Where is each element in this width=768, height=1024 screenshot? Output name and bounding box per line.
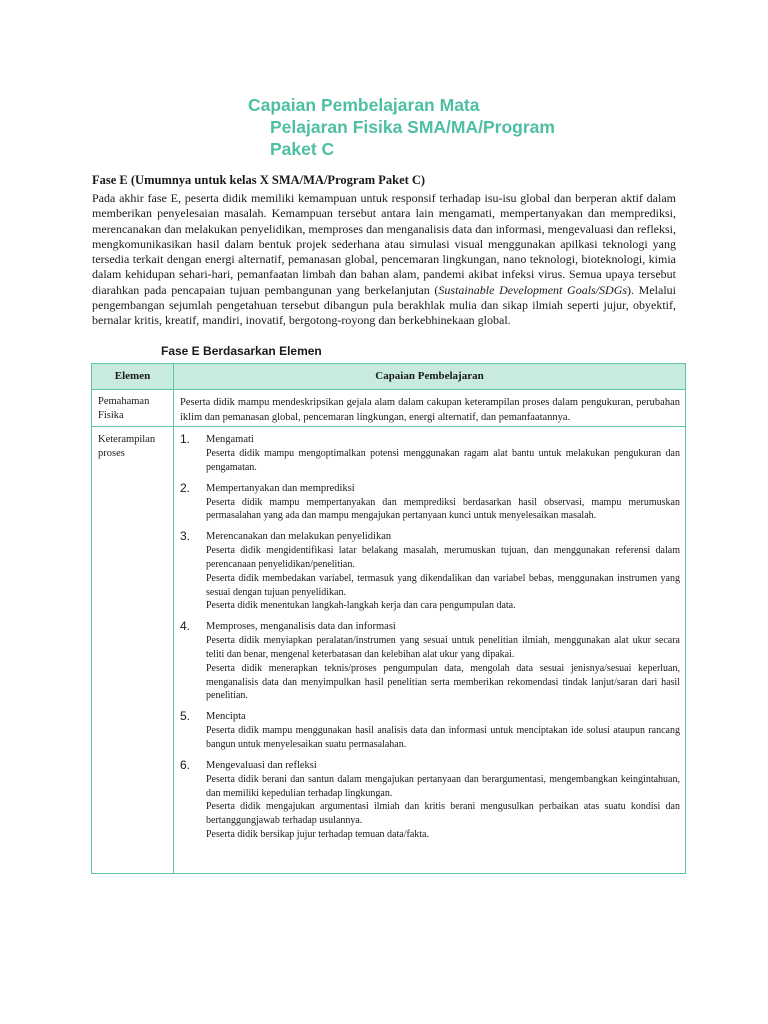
item-title: Mengevaluasi dan refleksi	[206, 759, 317, 771]
item-paragraph: Peserta didik mampu menggunakan hasil analisis data dan informasi untuk menciptakan ide solusi ataupun rancang bangun untuk menyelesaikan suatu permasalahan.	[206, 725, 680, 750]
header-elemen: Elemen	[114, 370, 151, 382]
row1-text: Peserta didik mampu mendeskripsikan gejala alam dalam cakupan keterampilan proses dalam pengukuran, perubahan iklim dan pemanasan global, pencemaran lingkungan, energi alternatif, dan pemanfaatannya.	[180, 397, 680, 423]
phase-heading: Fase E (Umumnya untuk kelas X SMA/MA/Program Paket C)	[92, 173, 426, 187]
item-paragraph: Peserta didik menerapkan teknis/proses pengumpulan data, mengolah data sesuai jenisnya/sesuai keperluan, menganalisis data dan menyimpulkan hasil penelitian serta memberikan rekomendasi tindak lanjut/saran dari hasil penelitian.	[206, 662, 680, 702]
item-number: 5.	[180, 709, 191, 724]
item-paragraph: Peserta didik berani dan santun dalam mengajukan pertanyaan dan berargumentasi, mengembangkan keingintahuan, dan memiliki kepedulian terhadap lingkungan.	[206, 773, 680, 799]
intro-paragraph	[92, 191, 676, 329]
intro-italic: Sustainable Development Goals/SDGs	[438, 282, 628, 297]
item-title: Mencipta	[206, 711, 246, 723]
list-item	[180, 619, 680, 703]
list-item	[180, 432, 680, 475]
elements-table	[91, 363, 686, 874]
list-item	[180, 758, 680, 842]
document-title	[248, 94, 555, 160]
item-number: 1.	[180, 432, 191, 446]
item-title: Merencanakan dan melakukan penyelidikan	[206, 531, 392, 543]
item-number: 4.	[180, 619, 191, 634]
item-paragraph: Peserta didik membedakan variabel, termasuk yang dikendalikan dan variabel bebas, menggunakan instrumen yang sesuai dengan tujuan penyelidikan.	[206, 572, 680, 598]
item-paragraph: Peserta didik menentukan langkah-langkah kerja dan cara pengumpulan data.	[206, 600, 516, 612]
title-line-3: Paket C	[270, 139, 335, 159]
item-title: Mengamati	[206, 434, 254, 445]
title-line-1: Capaian Pembelajaran Mata	[248, 95, 480, 115]
table-header	[92, 364, 685, 390]
item-paragraph: Peserta didik mampu mengoptimalkan potensi menggunakan ragam alat bantu untuk melakukan pengukuran dan pengamatan.	[206, 448, 680, 473]
row2-label: Keterampilan proses	[98, 434, 156, 459]
row-divider	[92, 426, 685, 427]
item-title: Mempertanyakan dan memprediksi	[206, 482, 355, 494]
list-item	[180, 481, 680, 524]
skills-list	[180, 432, 680, 848]
list-item	[180, 529, 680, 613]
item-number: 6.	[180, 757, 191, 772]
column-divider	[173, 364, 174, 873]
item-paragraph: Peserta didik menyiapkan peralatan/instrumen yang sesuai untuk penelitian ilmiah, menggunakan alat ukur secara teliti dan benar, mengenal keterbatasan dan kelebihan alat ukur yang dipakai.	[206, 635, 680, 660]
intro-text-1: Pada akhir fase E, peserta didik memiliki kemampuan untuk responsif terhadap isu-isu global dan berperan aktif dalam memberikan penyelesaian masalah. Kemampuan tersebut antara lain mengamati, mempertanyakan dan memprediksi, merencanakan dan melakukan penyelidikan, memproses dan menganalisis data dan informasi, mengevaluasi dan refleksi, mengkomunikasikan hasil dalam bentuk projek sederhana atau simulasi visual menggunakan apilkasi teknologi yang tersedia terkait dengan energi alternatif, pemanasan global, pencemaran lingkungan, nano teknologi, bioteknologi, kimia dalam kehidupan sehari-hari, pemanfaatan limbah dan bahan alam, pandemi akibat infeksi virus. Semua upaya tersebut diarahkan pada pencapaian tujuan pembangunan yang berkelanjutan (	[92, 191, 676, 297]
title-line-2: Pelajaran Fisika SMA/MA/Program	[270, 117, 555, 137]
item-paragraph: Peserta didik mengajukan argumentasi ilmiah dan kritis berani mengusulkan perbaikan atas suatu kondisi dan bertanggungjawab terhadap usulannya.	[206, 801, 680, 827]
item-number: 2.	[180, 480, 191, 495]
table-heading: Fase E Berdasarkan Elemen	[161, 344, 322, 358]
item-paragraph: Peserta didik mampu mempertanyakan dan memprediksi berdasarkan hasil observasi, mampu merumuskan permasalahan yang ada dan mampu mengajukan pertanyaan kunci untuk menyelesaikan masalah.	[206, 496, 680, 522]
row1-label: Pemahaman Fisika	[98, 396, 150, 421]
item-number: 3.	[180, 529, 191, 544]
item-paragraph: Peserta didik mengidentifikasi latar belakang masalah, merumuskan tujuan, dan menggunakan referensi dalam perencanaan penyelidikan/penelitian.	[206, 545, 680, 570]
intro-text-2: ). Melalui pengembangan sejumlah pengetahuan tersebut dibangun pula berakhlak mulia dan sikap ilmiah seperti jujur, obyektif, bernalar kritis, kreatif, mandiri, inovatif, bergotong-royong dan berkebhinekaan global.	[92, 282, 677, 328]
header-capaian: Capaian Pembelajaran	[375, 370, 484, 382]
item-paragraph: Peserta didik bersikap jujur terhadap temuan data/fakta.	[206, 828, 429, 840]
list-item	[180, 709, 680, 752]
item-title: Memproses, menganalisis data dan informasi	[206, 621, 396, 633]
